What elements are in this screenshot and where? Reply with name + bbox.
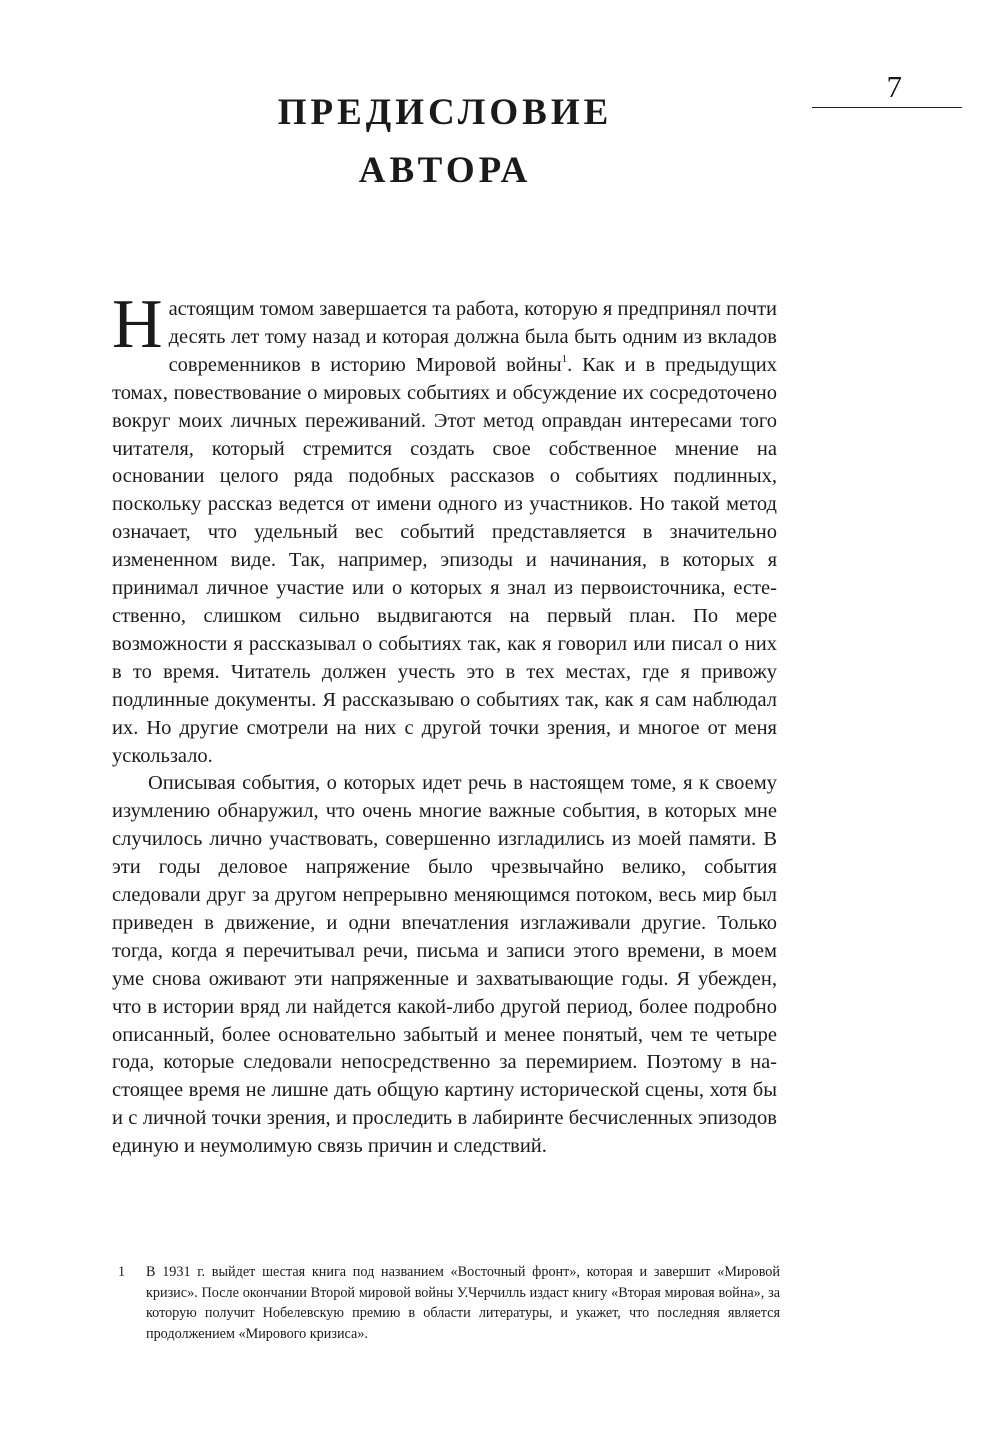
page-number-block [812,70,962,110]
footnote-reference: 1 [561,352,568,365]
paragraph-2-text: Описывая события, о которых идет речь в настоящем томе, я к своему изумлению обнаружил, что очень многие важные события, в которых мне случилось лично участвовать, совершенно изгладились из моей памяти. В эти годы деловое напряжение было чрезвычайно велико, события следовали друг за другом непрерывно меняющимся потоком, весь мир был приведен в движение, и одни впечатления изглаживали другие. Только тогда, когда я перечитывал речи, письма и записи этого времени, в моем уме снова оживают эти напряженные и захватывающие годы. Я убежден, что в истории вряд ли найдется какой-либо другой период, более подробно описанный, более основательно забытый и менее понятый, чем те четыре года, которые следовали непосредственно за перемирием. Поэтому в настоящее время не лишне дать общую картину исторической сцены, хотя бы и с личной точки зрения, и проследить в лабиринте бесчисленных эпизодов единую и неумолимую связь причин и следствий. [112,772,777,1158]
paragraph-1-text: астоящим томом завершается та работа, которую я предпринял почти десять лет тому назад и которая должна была быть одним из вкладов современников в историю Мировой войны [168,298,777,376]
paragraph-2 [112,770,777,1161]
page-number: 7 [886,69,902,104]
paragraph-1-text-continued: . Как и в предыдущих томах, повествование о мировых событиях и обсуждение их сосредоточено вокруг моих личных переживаний. Этот метод оправдан интересами того читателя, который стремится создать свое собственное мнение на основании целого ряда подобных рассказов о событиях подлинных, поскольку рассказ ведется от имени одного из участников. Но такой метод означает, что удельный вес событий представляется в значительно измененном виде. Так, например, эпизоды и начинания, в которых я принимал личное участие или о которых я знал из первоисточника, естественно, слишком сильно выдвигаются на первый план. По мере возможности я рассказывал о событиях так, как я говорил или писал о них в то время. Читатель должен учесть это в тех местах, где я привожу подлинные документы. Я рассказываю о событиях так, как я сам наблюдал их. Но другие смотрели на них с другой точки зрения, и многое от меня ускользало. [112,353,777,767]
chapter-title [110,84,780,200]
body-text [112,286,777,1161]
drop-cap: Н [112,286,163,363]
footnote-number: 1 [118,1264,126,1280]
chapter-title-line-1: ПРЕДИСЛОВИЕ [277,92,613,133]
footnote-text: В 1931 г. выйдет шестая книга под названием «Восточный фронт», которая и завершит «Мировой кризис». После окончании Второй мировой войны У.Черчилль издаст книгу «Вторая мировая война», за которую получит Нобелевскую премию в области литературы, и укажет, что последняя является продолжением «Мирового кризиса». [146,1264,780,1342]
chapter-title-line-2: АВТОРА [358,150,532,191]
paragraph-1 [112,286,777,770]
page-number-rule [812,107,962,108]
footnote [118,1262,780,1344]
